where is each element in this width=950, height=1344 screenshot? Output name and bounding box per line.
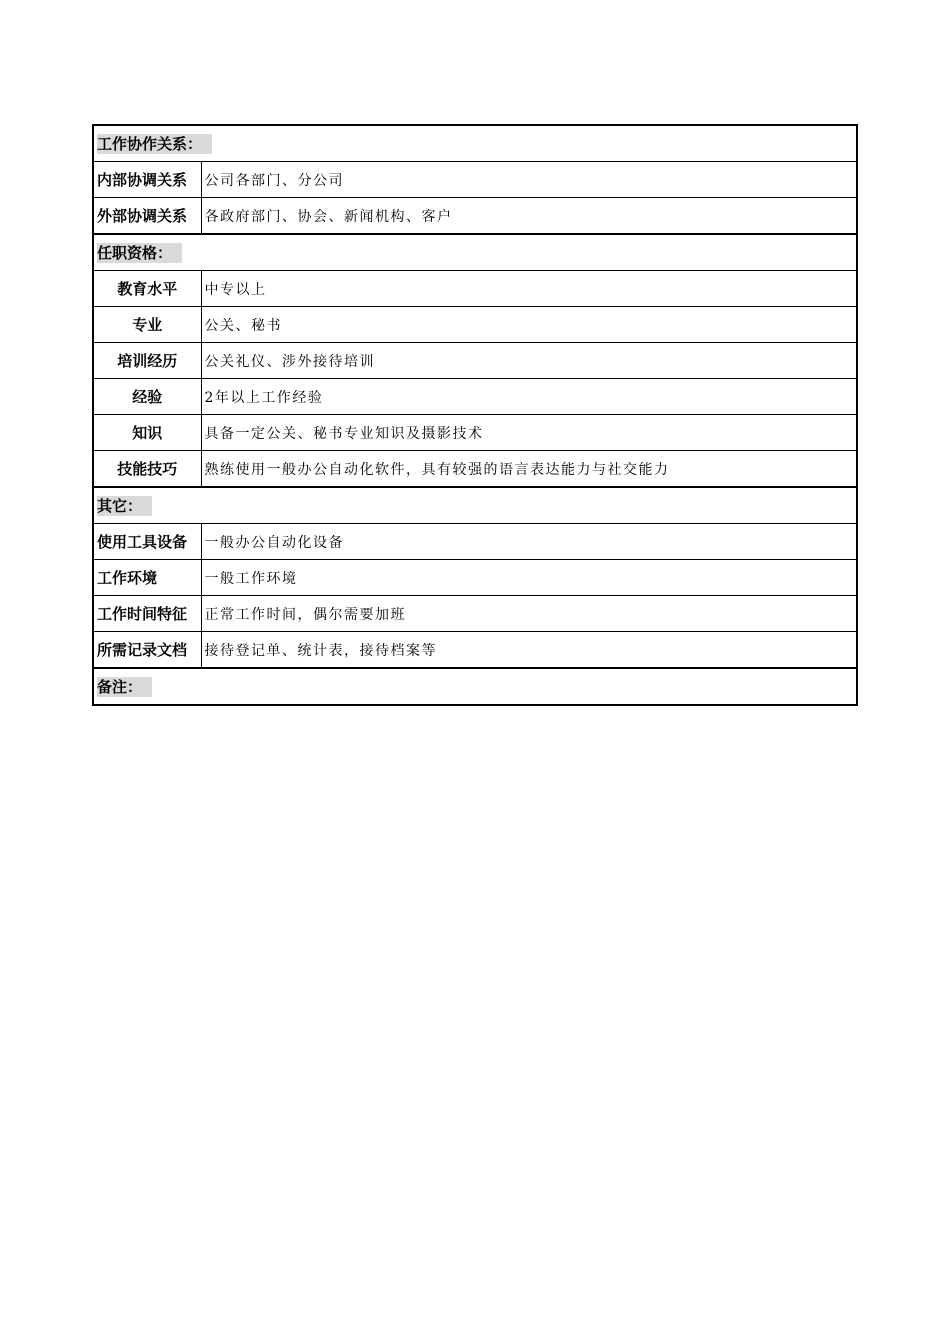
row-label: 工作环境 [93, 560, 201, 596]
section-title: 工作协作关系： [97, 134, 212, 154]
row-value: 公司各部门、分公司 [201, 162, 857, 198]
row-value: 公关礼仪、涉外接待培训 [201, 343, 857, 379]
row-label: 技能技巧 [93, 451, 201, 488]
row-value: 一般办公自动化设备 [201, 524, 857, 560]
table-row [93, 524, 857, 560]
table-row [93, 198, 857, 235]
row-label: 使用工具设备 [93, 524, 201, 560]
table-row [93, 632, 857, 669]
table-row [93, 596, 857, 632]
section-title: 其它： [97, 496, 152, 516]
table-row [93, 271, 857, 307]
row-label: 经验 [93, 379, 201, 415]
section-title: 备注： [97, 677, 152, 697]
table-row [93, 379, 857, 415]
row-label: 工作时间特征 [93, 596, 201, 632]
row-label: 教育水平 [93, 271, 201, 307]
row-value: 熟练使用一般办公自动化软件，具有较强的语言表达能力与社交能力 [201, 451, 857, 488]
row-value: 公关、秘书 [201, 307, 857, 343]
section-header-remarks [93, 668, 857, 705]
section-header-collaboration [93, 125, 857, 162]
table-row [93, 451, 857, 488]
table-row [93, 307, 857, 343]
row-label: 内部协调关系 [93, 162, 201, 198]
row-label: 培训经历 [93, 343, 201, 379]
row-label: 所需记录文档 [93, 632, 201, 669]
table-row [93, 343, 857, 379]
row-label: 知识 [93, 415, 201, 451]
row-value: 具备一定公关、秘书专业知识及摄影技术 [201, 415, 857, 451]
row-value: 一般工作环境 [201, 560, 857, 596]
job-description-table [92, 124, 858, 706]
section-title: 任职资格： [97, 243, 182, 263]
row-label: 专业 [93, 307, 201, 343]
section-header-qualifications [93, 234, 857, 271]
table-row [93, 415, 857, 451]
row-label: 外部协调关系 [93, 198, 201, 235]
row-value: 正常工作时间，偶尔需要加班 [201, 596, 857, 632]
row-value: 2年以上工作经验 [201, 379, 857, 415]
row-value: 接待登记单、统计表，接待档案等 [201, 632, 857, 669]
row-value: 各政府部门、协会、新闻机构、客户 [201, 198, 857, 235]
row-value: 中专以上 [201, 271, 857, 307]
table-row [93, 162, 857, 198]
section-header-other [93, 487, 857, 524]
table-row [93, 560, 857, 596]
